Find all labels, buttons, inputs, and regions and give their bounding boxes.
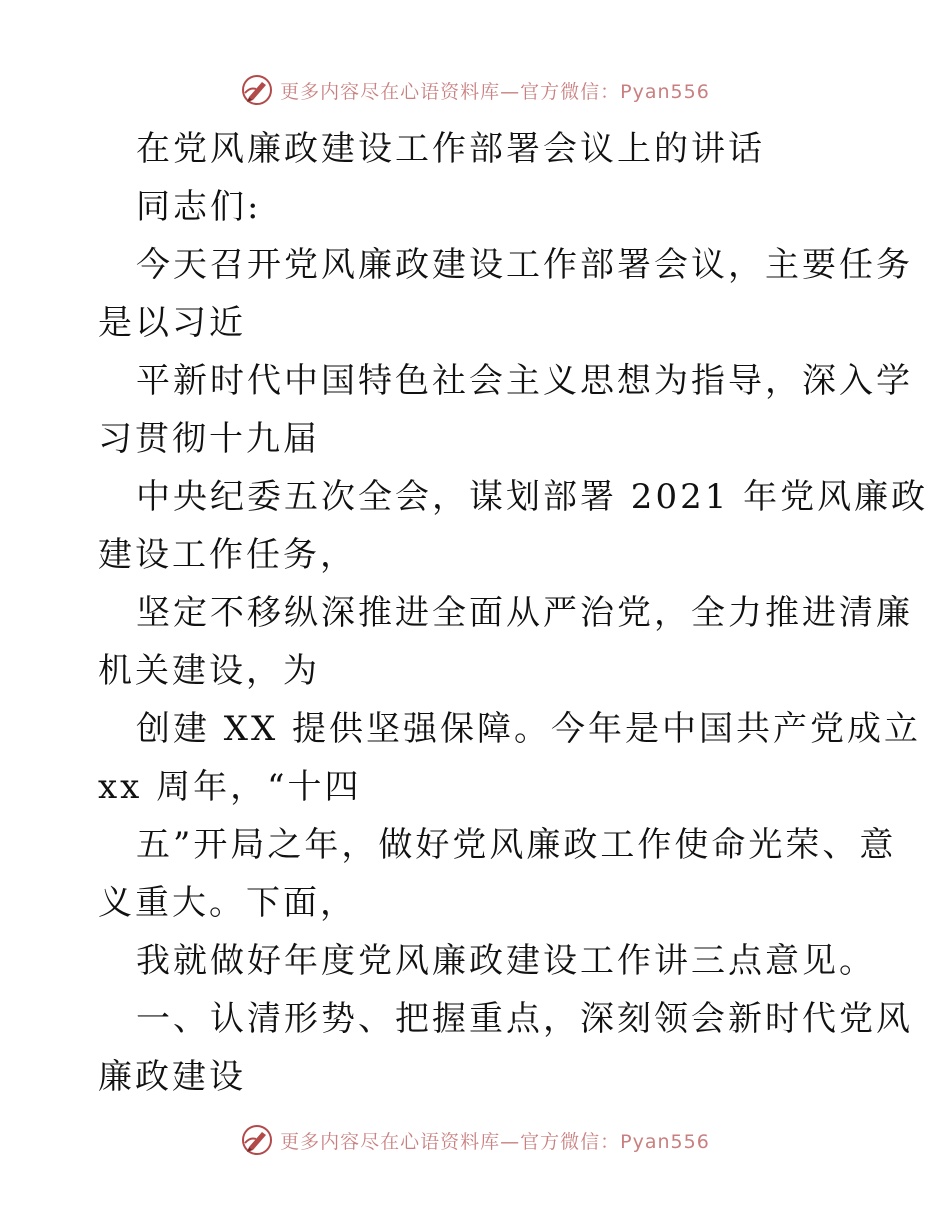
section-heading: 一、认清形势、把握重点，深刻领会新时代党风	[136, 999, 913, 1039]
text-line: 中央纪委五次全会，谋划部署 2021 年党风廉政	[136, 477, 929, 517]
text-line: 建设工作任务，	[98, 535, 357, 575]
text-line: 创建 XX 提供坚强保障。今年是中国共产党成立	[136, 709, 922, 749]
header-watermark	[0, 70, 950, 110]
pen-emblem-icon	[240, 1123, 274, 1157]
text-line: 义重大。下面，	[98, 883, 357, 923]
text-line: 五”开局之年，做好党风廉政工作使命光荣、意	[136, 825, 897, 865]
salutation: 同志们:	[136, 187, 262, 227]
text-line: 机关建设，为	[98, 651, 320, 691]
text-line: 我就做好年度党风廉政建设工作讲三点意见。	[136, 941, 876, 981]
document-body	[98, 120, 929, 1106]
text-line: 坚定不移纵深推进全面从严治党，全力推进清廉	[136, 593, 913, 633]
watermark-text: 更多内容尽在心语资料库—官方微信：Pyan556	[280, 80, 710, 103]
watermark-text: 更多内容尽在心语资料库—官方微信：Pyan556	[280, 1130, 710, 1153]
text-line: 今天召开党风廉政建设工作部署会议，主要任务	[136, 245, 913, 285]
footer-watermark	[0, 1120, 950, 1160]
pen-emblem-icon	[240, 73, 274, 107]
text-line: 平新时代中国特色社会主义思想为指导，深入学	[136, 361, 913, 401]
text-line: 习贯彻十九届	[98, 419, 320, 459]
section-heading-continued: 廉政建设	[98, 1057, 246, 1097]
text-line: xx 周年，“十四	[98, 767, 362, 807]
document-title: 在党风廉政建设工作部署会议上的讲话	[136, 129, 765, 169]
text-line: 是以习近	[98, 303, 246, 343]
